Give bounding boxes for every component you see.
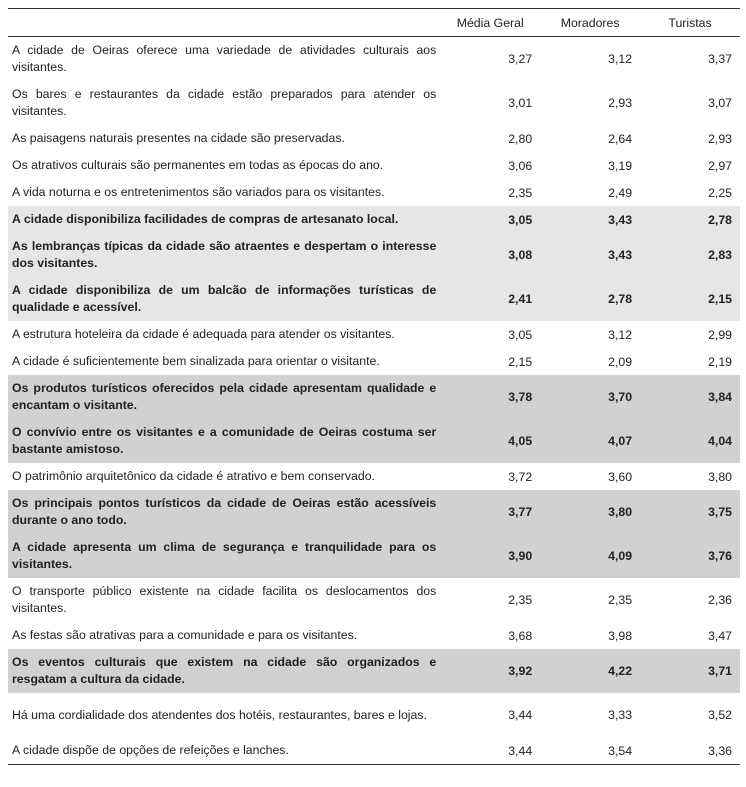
media-geral-cell: 3,78 <box>440 375 540 419</box>
moradores-cell: 3,80 <box>540 490 640 534</box>
moradores-cell: 3,70 <box>540 375 640 419</box>
turistas-cell: 3,37 <box>708 52 732 66</box>
statement-cell: A cidade apresenta um clima de segurança e tranquilidade para os visitantes. <box>8 534 440 578</box>
survey-table <box>8 8 740 765</box>
table-row <box>8 321 740 348</box>
table-row <box>8 37 740 82</box>
moradores-cell: 3,60 <box>608 469 633 484</box>
table-row <box>8 419 740 463</box>
table-row <box>8 693 740 737</box>
statement-cell: A cidade de Oeiras oferece uma variedade de atividades culturais aos visitantes. <box>12 43 437 74</box>
statement-cell: Os atrativos culturais são permanentes em todas as épocas do ano. <box>12 158 384 172</box>
turistas-cell: 2,99 <box>708 327 732 342</box>
turistas-cell: 3,76 <box>640 534 740 578</box>
media-geral-cell: 3,72 <box>508 469 533 484</box>
moradores-cell: 4,09 <box>540 534 640 578</box>
media-geral-cell: 3,01 <box>508 96 533 110</box>
media-geral-cell: 3,08 <box>440 233 540 277</box>
turistas-cell: 3,75 <box>640 490 740 534</box>
turistas-cell: 3,71 <box>640 649 740 693</box>
table-row <box>8 277 740 321</box>
statement-cell: A vida noturna e os entretenimentos são variados para os visitantes. <box>12 185 385 199</box>
table-row <box>8 125 740 152</box>
turistas-cell: 3,52 <box>708 708 732 722</box>
table-row <box>8 81 740 125</box>
table-row <box>8 375 740 419</box>
header-turistas: Turistas <box>640 9 740 37</box>
statement-cell: As paisagens naturais presentes na cidade são preservadas. <box>12 131 345 145</box>
media-geral-cell: 3,68 <box>508 628 533 643</box>
turistas-cell: 3,47 <box>708 628 732 643</box>
moradores-cell: 3,98 <box>608 628 633 643</box>
table-row <box>8 578 740 622</box>
media-geral-cell: 3,90 <box>440 534 540 578</box>
moradores-cell: 2,49 <box>608 185 633 200</box>
header-moradores: Moradores <box>540 9 640 37</box>
media-geral-cell: 3,05 <box>440 206 540 233</box>
moradores-cell: 3,43 <box>540 233 640 277</box>
statement-cell: Os bares e restaurantes da cidade estão preparados para atender os visitantes. <box>12 87 437 118</box>
turistas-cell: 2,83 <box>640 233 740 277</box>
statement-cell: As festas são atrativas para a comunidade e para os visitantes. <box>12 628 358 642</box>
moradores-cell: 2,09 <box>608 354 633 369</box>
statement-cell: A cidade é suficientemente bem sinalizada para orientar o visitante. <box>12 354 380 368</box>
table-row <box>8 649 740 693</box>
turistas-cell: 2,25 <box>708 185 732 200</box>
media-geral-cell: 3,77 <box>440 490 540 534</box>
table-row <box>8 463 740 490</box>
statement-cell: O patrimônio arquitetônico da cidade é atrativo e bem conservado. <box>12 469 375 483</box>
statement-cell: Os produtos turísticos oferecidos pela cidade apresentam qualidade e encantam o visitante. <box>8 375 440 419</box>
table-row <box>8 490 740 534</box>
table-row <box>8 534 740 578</box>
moradores-cell: 3,19 <box>608 158 633 173</box>
statement-cell: O convívio entre os visitantes e a comunidade de Oeiras costuma ser bastante amistoso. <box>8 419 440 463</box>
turistas-cell: 2,97 <box>708 158 732 173</box>
media-geral-cell: 2,80 <box>508 131 533 146</box>
statement-cell: A cidade disponibiliza de um balcão de informações turísticas de qualidade e acessível. <box>8 277 440 321</box>
moradores-cell: 2,64 <box>608 131 633 146</box>
moradores-cell: 4,07 <box>540 419 640 463</box>
statement-cell: O transporte público existente na cidade facilita os deslocamentos dos visitantes. <box>12 584 437 615</box>
table-row <box>8 622 740 649</box>
moradores-cell: 4,22 <box>540 649 640 693</box>
media-geral-cell: 2,15 <box>508 354 533 369</box>
table-row <box>8 737 740 765</box>
header-media-geral: Média Geral <box>440 9 540 37</box>
statement-cell: As lembranças típicas da cidade são atraentes e despertam o interesse dos visitantes. <box>8 233 440 277</box>
statement-cell: A cidade dispõe de opções de refeições e lanches. <box>8 737 440 765</box>
turistas-cell: 3,80 <box>708 469 732 484</box>
turistas-cell: 2,19 <box>708 354 732 369</box>
media-geral-cell: 3,27 <box>508 52 533 66</box>
moradores-cell: 3,12 <box>608 52 633 66</box>
table-row <box>8 179 740 206</box>
table-row <box>8 348 740 375</box>
statement-cell: A estrutura hoteleira da cidade é adequada para atender os visitantes. <box>12 327 395 341</box>
media-geral-cell: 4,05 <box>440 419 540 463</box>
moradores-cell: 3,12 <box>608 327 633 342</box>
header-statement <box>8 9 440 37</box>
turistas-cell: 2,15 <box>640 277 740 321</box>
statement-cell: Os eventos culturais que existem na cidade são organizados e resgatam a cultura da cidade. <box>8 649 440 693</box>
table-row <box>8 233 740 277</box>
media-geral-cell: 3,92 <box>440 649 540 693</box>
table-row <box>8 152 740 179</box>
turistas-cell: 3,84 <box>640 375 740 419</box>
moradores-cell: 2,35 <box>608 593 633 607</box>
turistas-cell: 4,04 <box>640 419 740 463</box>
media-geral-cell: 3,44 <box>440 737 540 765</box>
moradores-cell: 2,93 <box>608 96 633 110</box>
media-geral-cell: 3,06 <box>508 158 533 173</box>
turistas-cell: 3,36 <box>640 737 740 765</box>
turistas-cell: 3,07 <box>708 96 732 110</box>
moradores-cell: 3,33 <box>608 708 633 722</box>
header-row <box>8 9 740 37</box>
table-row <box>8 206 740 233</box>
media-geral-cell: 2,41 <box>440 277 540 321</box>
statement-cell: Os principais pontos turísticos da cidade de Oeiras estão acessíveis durante o ano todo. <box>8 490 440 534</box>
moradores-cell: 3,54 <box>540 737 640 765</box>
moradores-cell: 3,43 <box>540 206 640 233</box>
media-geral-cell: 2,35 <box>508 593 533 607</box>
media-geral-cell: 2,35 <box>508 185 533 200</box>
media-geral-cell: 3,05 <box>508 327 533 342</box>
turistas-cell: 2,78 <box>640 206 740 233</box>
statement-cell: A cidade disponibiliza facilidades de compras de artesanato local. <box>8 206 440 233</box>
turistas-cell: 2,93 <box>708 131 732 146</box>
turistas-cell: 2,36 <box>708 593 732 607</box>
media-geral-cell: 3,44 <box>508 708 533 722</box>
moradores-cell: 2,78 <box>540 277 640 321</box>
statement-cell: Há uma cordialidade dos atendentes dos hotéis, restaurantes, bares e lojas. <box>12 707 427 722</box>
